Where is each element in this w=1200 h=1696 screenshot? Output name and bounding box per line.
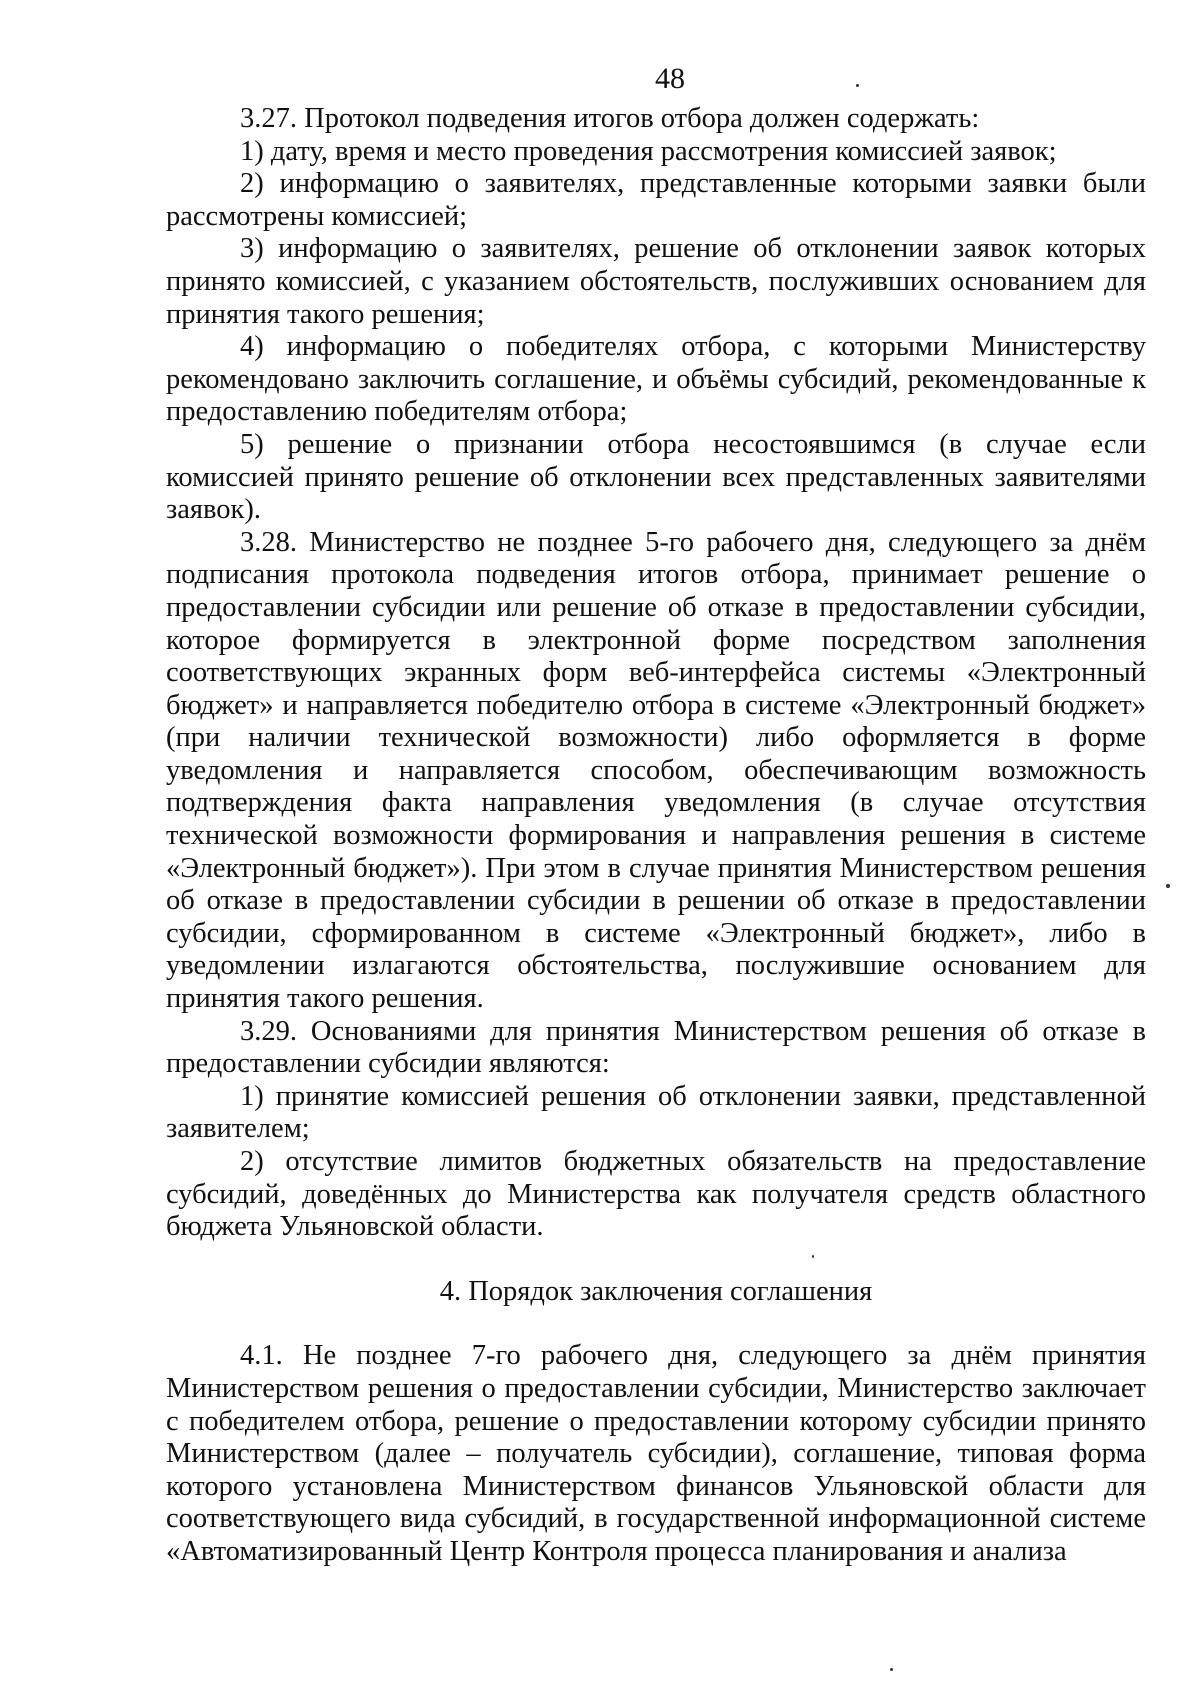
paragraph-3-29: 3.29. Основаниями для принятия Министерством решения об отказе в предоставлении субсидии являются:	[166, 1015, 1146, 1080]
list-item-3-29-1: 1) принятие комиссией решения об отклонении заявки, представленной заявителем;	[166, 1080, 1146, 1145]
section-heading: 4. Порядок заключения соглашения	[439, 1275, 873, 1307]
list-item-3-29-2: 2) отсутствие лимитов бюджетных обязательств на предоставление субсидий, доведённых до Министерства как получателя средств областного бюджета Ульяновской области.	[166, 1146, 1146, 1243]
scan-speck	[856, 84, 859, 87]
scan-speck	[1166, 884, 1170, 888]
list-item-3-27-5: 5) решение о признании отбора несостоявшимся (в случае если комиссией принято решение об отклонении всех представленных заявителями заявок).	[166, 428, 1146, 526]
paragraph-3-28: 3.28. Министерство не позднее 5-го рабочего дня, следующего за днём подписания протокола подведения итогов отбора, принимает решение о предоставлении субсидии или решение об отказе в предоставлении субсидии, которое формируется в электронной форме посредством заполнения соответствующих экранных форм веб-интерфейса системы «Электронный бюджет» и направляется победителю отбора в системе «Электронный бюджет» (при наличии технической возможности) либо оформляется в форме уведомления и направляется способом, обеспечивающим возможность подтверждения факта направления уведомления (в случае отсутствия технической возможности формирования и направления решения в системе «Электронный бюджет»). При этом в случае принятия Министерством решения об отказе в предоставлении субсидии в решении об отказе в предоставлении субсидии, сформированном в системе «Электронный бюджет», либо в уведомлении излагаются обстоятельства, послужившие основанием для принятия такого решения.	[166, 526, 1146, 1015]
list-item-3-27-3: 3) информацию о заявителях, решение об отклонении заявок которых принято комиссией, с указанием обстоятельств, послуживших основанием для принятия такого решения;	[166, 233, 1146, 330]
document-body	[166, 103, 1146, 1569]
list-item-3-27-4: 4) информацию о победителях отбора, с которыми Министерству рекомендовано заключить соглашение, и объёмы субсидий, рекомендованные к предоставлению победителям отбора;	[166, 331, 1146, 428]
scan-speck	[890, 1668, 893, 1671]
list-item-3-27-1: 1) дату, время и место проведения рассмотрения комиссией заявок;	[240, 135, 1057, 167]
paragraph-4-1: 4.1. Не позднее 7-го рабочего дня, следующего за днём принятия Министерством решения о предоставлении субсидии, Министерство заключает с победителем отбора, решение о предоставлении которому субсидии принято Министерством (далее – получатель субсидии), соглашение, типовая форма которого установлена Министерством финансов Ульяновской области для соответствующего вида субсидий, в государственной информационной системе «Автоматизированный Центр Контроля процесса планирования и анализа	[166, 1340, 1146, 1567]
list-item-3-27-2: 2) информацию о заявителях, представленные которыми заявки были рассмотрены комиссией;	[166, 168, 1146, 232]
page-number: 48	[655, 62, 685, 95]
paragraph-3-27: 3.27. Протокол подведения итогов отбора должен содержать:	[240, 103, 980, 134]
scan-speck	[812, 1255, 814, 1258]
